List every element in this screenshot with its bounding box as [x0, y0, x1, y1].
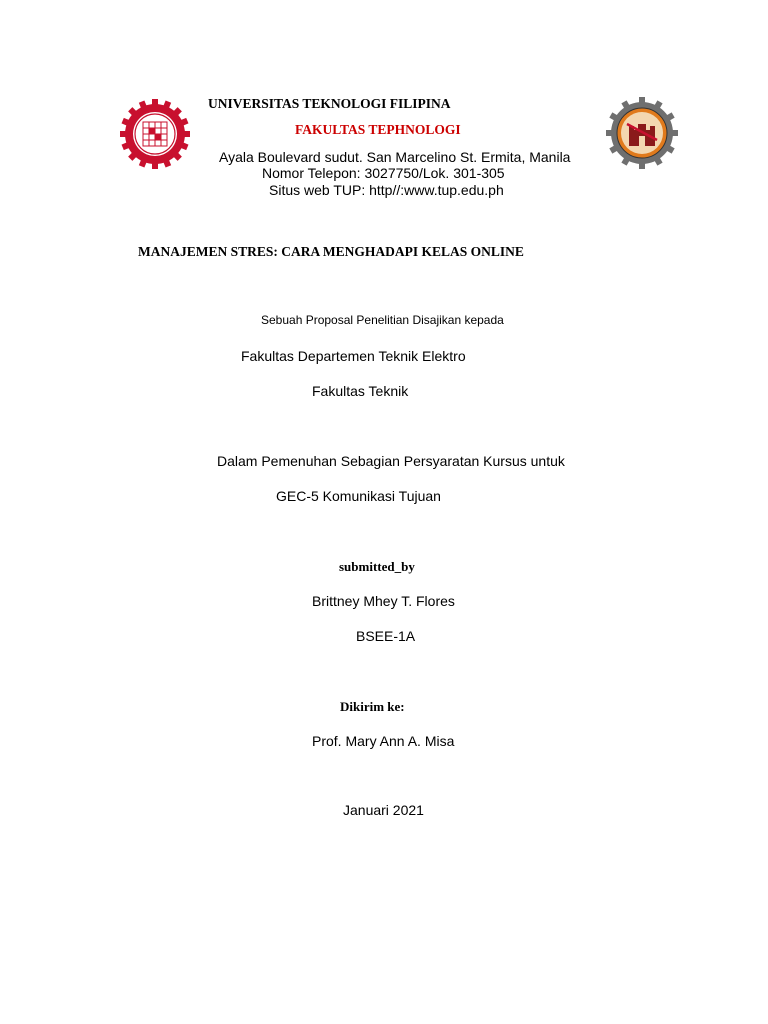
faculty-name: FAKULTAS TEPHNOLOGI	[295, 122, 461, 137]
document-title: MANAJEMEN STRES: CARA MENGHADAPI KELAS ONLINE	[138, 244, 524, 259]
tup-seal-logo	[119, 98, 191, 170]
department-name: Fakultas Departemen Teknik Elektro	[241, 348, 466, 364]
college-name: Fakultas Teknik	[312, 383, 409, 399]
submission-date: Januari 2021	[343, 802, 424, 818]
submitted-by-label: submitted_by	[339, 559, 415, 574]
phone-line: Nomor Telepon: 3027750/Lok. 301-305	[262, 165, 505, 181]
course-name: GEC-5 Komunikasi Tujuan	[276, 488, 441, 504]
student-section: BSEE-1A	[356, 628, 416, 644]
student-name: Brittney Mhey T. Flores	[312, 593, 455, 609]
address-line: Ayala Boulevard sudut. San Marcelino St. Ermita, Manila	[219, 149, 571, 165]
recipient-label: Dikirim ke:	[340, 699, 405, 714]
recipient-name: Prof. Mary Ann A. Misa	[312, 733, 455, 749]
website-line: Situs web TUP: http//:www.tup.edu.ph	[269, 182, 504, 198]
engineering-seal-logo	[605, 96, 679, 170]
fulfillment-line: Dalam Pemenuhan Sebagian Persyaratan Kursus untuk	[217, 453, 565, 469]
university-name: UNIVERSITAS TEKNOLOGI FILIPINA	[208, 96, 451, 111]
proposal-intro: Sebuah Proposal Penelitian Disajikan kepada	[261, 313, 504, 327]
